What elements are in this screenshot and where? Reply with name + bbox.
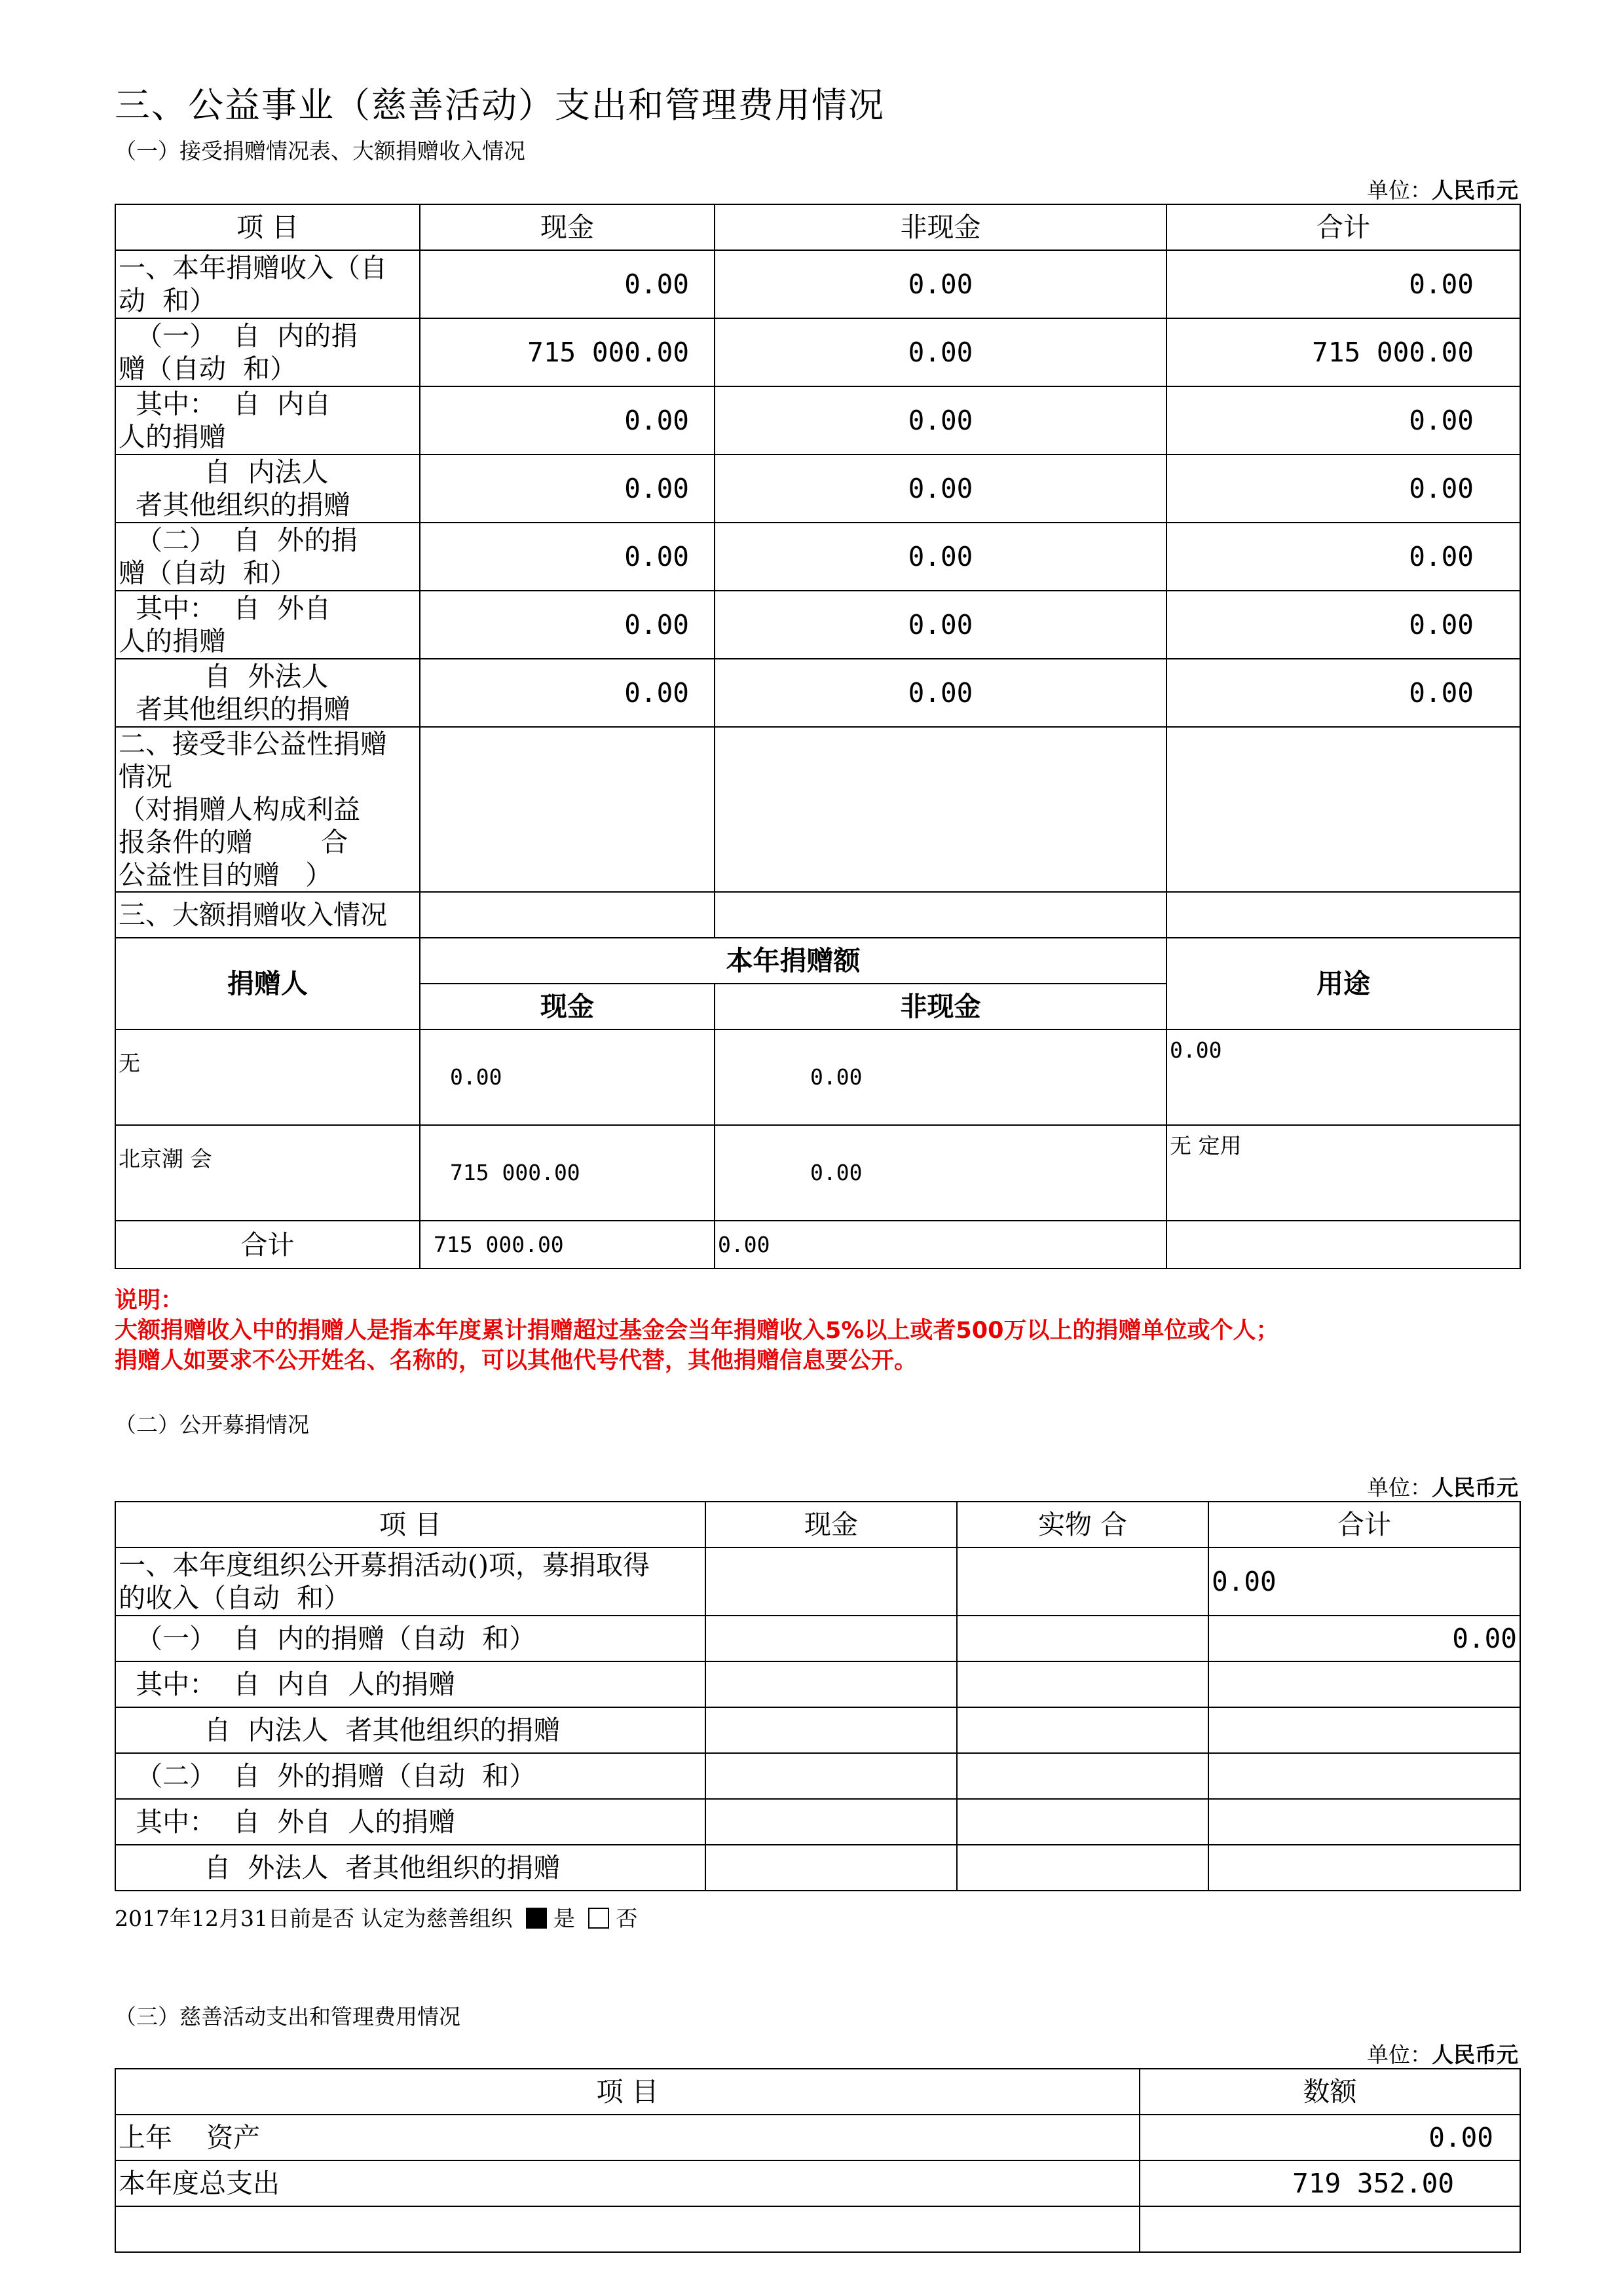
table-row bbox=[115, 454, 1520, 523]
empty-cell bbox=[715, 892, 1166, 938]
total-value: 0.00 bbox=[1166, 659, 1520, 727]
empty-cell bbox=[957, 1661, 1208, 1707]
charity-recognition bbox=[115, 1902, 637, 1933]
table-row bbox=[115, 386, 1520, 454]
row-value: 719 352.00 bbox=[1140, 2160, 1520, 2206]
table-row bbox=[115, 1616, 1520, 1661]
table-row bbox=[115, 1707, 1520, 1753]
year-amount-header: 本年捐赠额 bbox=[420, 938, 1166, 984]
donor-purpose: 无 定用 bbox=[1166, 1125, 1520, 1221]
empty-cell bbox=[705, 1845, 957, 1891]
table-row bbox=[115, 1845, 1520, 1891]
noncash-value: 0.00 bbox=[715, 386, 1166, 454]
empty-cell bbox=[1208, 1707, 1520, 1753]
cash-value: 0.00 bbox=[420, 454, 715, 523]
noncash-value: 0.00 bbox=[715, 591, 1166, 659]
empty-cell bbox=[957, 1707, 1208, 1753]
empty-cell bbox=[957, 1799, 1208, 1845]
row-label: （二） 自 外的捐赠（自动 和） bbox=[115, 1753, 705, 1799]
cash-value: 715 000.00 bbox=[420, 318, 715, 386]
header-cash: 现金 bbox=[420, 204, 715, 250]
donor-cash: 0.00 bbox=[420, 1029, 715, 1125]
header-cash: 现金 bbox=[705, 1502, 957, 1547]
donation-table bbox=[115, 204, 1521, 1269]
table-row bbox=[115, 659, 1520, 727]
header-amount: 数额 bbox=[1140, 2069, 1520, 2115]
total-value: 715 000.00 bbox=[1166, 318, 1520, 386]
nonpublic-row bbox=[115, 727, 1520, 892]
noncash-value: 0.00 bbox=[715, 523, 1166, 591]
noncash-value: 0.00 bbox=[715, 454, 1166, 523]
no-checkbox[interactable] bbox=[588, 1908, 609, 1929]
table-row bbox=[115, 1547, 1520, 1616]
table-row bbox=[115, 2160, 1520, 2206]
page-title: 三、公益事业（慈善活动）支出和管理费用情况 bbox=[115, 84, 885, 126]
empty-cell bbox=[420, 727, 715, 892]
section-3-heading: （三）慈善活动支出和管理费用情况 bbox=[115, 2004, 460, 2029]
total-row bbox=[115, 1221, 1520, 1268]
empty-cell bbox=[1208, 1661, 1520, 1707]
table-row bbox=[115, 1753, 1520, 1799]
unit-prefix: 单位： bbox=[1367, 177, 1432, 203]
donor-cash: 715 000.00 bbox=[420, 1125, 715, 1221]
note-line-1: 大额捐赠收入中的捐赠人是指本年度累计捐赠超过基金会当年捐赠收入5%以上或者500万以上的捐赠单位或个人； bbox=[115, 1318, 1279, 1344]
donor-row bbox=[115, 1125, 1520, 1221]
empty-cell bbox=[115, 2206, 1140, 2252]
header-inkind: 实物 合 bbox=[957, 1502, 1208, 1547]
empty-cell bbox=[715, 727, 1166, 892]
header-total: 合计 bbox=[1166, 204, 1520, 250]
cash-value: 0.00 bbox=[420, 523, 715, 591]
cash-value: 0.00 bbox=[420, 250, 715, 318]
large-donation-label: 三、大额捐赠收入情况 bbox=[115, 892, 420, 938]
donor-noncash: 0.00 bbox=[715, 1125, 1166, 1221]
donor-name: 无 bbox=[115, 1029, 420, 1125]
unit-currency: 人民币元 bbox=[1432, 2042, 1518, 2067]
yes-label: 是 bbox=[553, 1906, 575, 1931]
row-label: （二） 自 外的捐 赠（自动 和） bbox=[115, 523, 420, 591]
donor-header: 捐赠人 bbox=[115, 938, 420, 1029]
noncash-value: 0.00 bbox=[715, 659, 1166, 727]
charity-expense-table bbox=[115, 2068, 1521, 2253]
donor-purpose: 0.00 bbox=[1166, 1029, 1520, 1125]
purpose-header: 用途 bbox=[1166, 938, 1520, 1029]
total-cash: 715 000.00 bbox=[420, 1221, 715, 1268]
empty-cell bbox=[420, 892, 715, 938]
empty-cell bbox=[957, 1547, 1208, 1616]
empty-cell bbox=[705, 1799, 957, 1845]
row-label: （一） 自 内的捐 赠（自动 和） bbox=[115, 318, 420, 386]
donor-row bbox=[115, 1029, 1520, 1125]
row-label: 其中： 自 内自 人的捐赠 bbox=[115, 1661, 705, 1707]
note-title: 说明： bbox=[115, 1287, 184, 1314]
empty-cell bbox=[1208, 1753, 1520, 1799]
empty-cell bbox=[1208, 1799, 1520, 1845]
section-1-heading: （一）接受捐赠情况表、大额捐赠收入情况 bbox=[115, 138, 525, 164]
empty-cell bbox=[957, 1616, 1208, 1661]
empty-cell bbox=[705, 1547, 957, 1616]
total-value: 0.00 bbox=[1166, 250, 1520, 318]
noncash-value: 0.00 bbox=[715, 318, 1166, 386]
total-value: 0.00 bbox=[1166, 591, 1520, 659]
section-2-heading: （二）公开募捐情况 bbox=[115, 1412, 309, 1437]
large-donation-row bbox=[115, 892, 1520, 938]
empty-cell bbox=[1140, 2206, 1520, 2252]
row-value: 0.00 bbox=[1140, 2115, 1520, 2160]
row-label: 本年度总支出 bbox=[115, 2160, 1140, 2206]
total-value: 0.00 bbox=[1166, 386, 1520, 454]
no-label: 否 bbox=[616, 1906, 638, 1931]
empty-cell bbox=[1166, 727, 1520, 892]
total-label: 合计 bbox=[115, 1221, 420, 1268]
header-item: 项 目 bbox=[115, 204, 420, 250]
row-label: 自 外法人 者其他组织的捐赠 bbox=[115, 659, 420, 727]
empty-cell bbox=[705, 1661, 957, 1707]
table-row bbox=[115, 2115, 1520, 2160]
row-label: （一） 自 内的捐赠（自动 和） bbox=[115, 1616, 705, 1661]
cash-value: 0.00 bbox=[420, 659, 715, 727]
nonpublic-label: 二、接受非公益性捐赠 情况 （对捐赠人构成利益 报条件的赠 合 公益性目的赠 ） bbox=[115, 727, 420, 892]
row-label: 自 内法人 者其他组织的捐赠 bbox=[115, 1707, 705, 1753]
row-label: 上年 资产 bbox=[115, 2115, 1140, 2160]
total-value: 0.00 bbox=[1166, 523, 1520, 591]
unit-label-3 bbox=[1367, 2038, 1518, 2069]
row-total: 0.00 bbox=[1208, 1547, 1520, 1616]
total-value: 0.00 bbox=[1166, 454, 1520, 523]
header-noncash: 非现金 bbox=[715, 204, 1166, 250]
unit-label-1 bbox=[1367, 174, 1518, 204]
empty-cell bbox=[705, 1616, 957, 1661]
donor-noncash: 0.00 bbox=[715, 1029, 1166, 1125]
row-label: 其中： 自 外自 人的捐赠 bbox=[115, 591, 420, 659]
cash-value: 0.00 bbox=[420, 591, 715, 659]
empty-cell bbox=[1166, 1221, 1520, 1268]
table-row bbox=[115, 591, 1520, 659]
table-row bbox=[115, 318, 1520, 386]
empty-cell bbox=[1166, 892, 1520, 938]
yes-checkbox[interactable] bbox=[526, 1908, 547, 1929]
unit-currency: 人民币元 bbox=[1432, 1475, 1518, 1500]
row-total: 0.00 bbox=[1208, 1616, 1520, 1661]
empty-cell bbox=[705, 1707, 957, 1753]
note-line-2: 捐赠人如要求不公开姓名、名称的，可以其他代号代替，其他捐赠信息要公开。 bbox=[115, 1348, 918, 1374]
cash-value: 0.00 bbox=[420, 386, 715, 454]
unit-label-2 bbox=[1367, 1471, 1518, 1502]
total-noncash: 0.00 bbox=[715, 1221, 1166, 1268]
empty-cell bbox=[1208, 1845, 1520, 1891]
unit-currency: 人民币元 bbox=[1432, 177, 1518, 203]
row-label: 自 内法人 者其他组织的捐赠 bbox=[115, 454, 420, 523]
table-row bbox=[115, 523, 1520, 591]
empty-cell bbox=[705, 1753, 957, 1799]
donor-name: 北京潮 会 bbox=[115, 1125, 420, 1221]
unit-prefix: 单位： bbox=[1367, 1475, 1432, 1500]
unit-prefix: 单位： bbox=[1367, 2042, 1432, 2067]
header-total: 合计 bbox=[1208, 1502, 1520, 1547]
header-item: 项 目 bbox=[115, 1502, 705, 1547]
noncash-value: 0.00 bbox=[715, 250, 1166, 318]
table-row bbox=[115, 2206, 1520, 2252]
donor-noncash-header: 非现金 bbox=[715, 984, 1166, 1029]
row-label: 一、本年捐赠收入（自 动 和） bbox=[115, 250, 420, 318]
row-label: 其中： 自 外自 人的捐赠 bbox=[115, 1799, 705, 1845]
table-row bbox=[115, 1799, 1520, 1845]
empty-cell bbox=[957, 1845, 1208, 1891]
row-label: 自 外法人 者其他组织的捐赠 bbox=[115, 1845, 705, 1891]
table-row bbox=[115, 1661, 1520, 1707]
table-row bbox=[115, 250, 1520, 318]
header-item: 项 目 bbox=[115, 2069, 1140, 2115]
charity-question: 2017年12月31日前是否 认定为慈善组织 bbox=[115, 1906, 513, 1931]
row-label: 一、本年度组织公开募捐活动()项，募捐取得 的收入（自动 和） bbox=[115, 1547, 705, 1616]
empty-cell bbox=[957, 1753, 1208, 1799]
row-label: 其中： 自 内自 人的捐赠 bbox=[115, 386, 420, 454]
public-fundraising-table bbox=[115, 1501, 1521, 1891]
donor-cash-header: 现金 bbox=[420, 984, 715, 1029]
